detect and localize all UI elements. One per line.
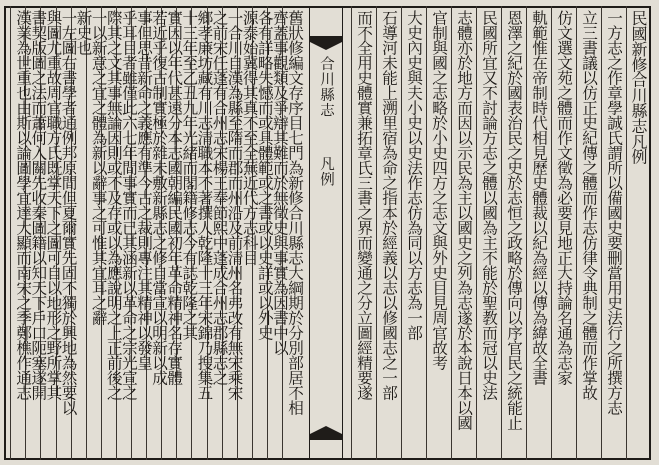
text-column: 與圖尤重故周官職方氏既掌天下之圖可自以地形之野所掌其 (44, 10, 63, 400)
column-rule (351, 6, 352, 460)
center-spine (309, 6, 343, 460)
text-column: 實因以年代甚遠分本志國朝編民國初年革命精神名存實體 (165, 10, 184, 385)
text-column: 官制與國之志略於小史四方之志文與外史目見周官故考 (430, 10, 448, 370)
text-column: 鄉孝廉坊藏有川志清職本不著撰人乾隆十三年宋錦乃搜集五 (195, 10, 214, 400)
column-rule (376, 6, 377, 460)
text-column: 仿文選文苑之體而作文徵為必要見地正大持論名通為志家 (555, 10, 573, 385)
text-column: 新史也 (74, 10, 93, 55)
text-column: 舊狀修編文存序目七門為新修合川縣志大綱期於分別部居不相 (286, 10, 304, 415)
text-column: 齊蓋事觀類及爭辯其難而於無徵史與事實為因書中以 (270, 10, 289, 355)
text-column: 石導河未能上溯里宿為命之指本於經義以志以修國志之一部 (380, 10, 398, 400)
column-rule (576, 6, 577, 460)
column-rule (501, 6, 502, 460)
column-rule (426, 6, 427, 460)
text-column: 十三年至乙丑九年光緒而閣籍修志今有誌乾隆之其 (180, 10, 199, 340)
column-rule (551, 6, 552, 460)
text-column: 際其之文其事無論因則或不及存或以為應說明之上正前後之 (104, 10, 123, 400)
text-column: 恩澤之紀於國表治民之史於志恒之政略於傳向以序官民之統能止 (505, 10, 523, 430)
spine-book-title: 合川縣志 (318, 56, 334, 118)
document-title: 民國新修合川縣志凡例 (629, 10, 648, 165)
text-column: 軌範惟在帝制時代相見歷史體裁以紀為經以傳為緯故全書 (530, 10, 548, 385)
text-column: 乎耳目者雖僅此六七年間事實而已其涵新以革命之宗光宣之 (119, 10, 138, 400)
column-rule (526, 6, 527, 460)
fishtail-mark-top (310, 36, 342, 50)
text-column: 之前宋任蓬有合州志宋楊王奉節熙中蓬成合州志郡縣志之 (210, 10, 229, 385)
text-column: 一方志之作章學誠氏謂所以備國史要刪當用史法行之所撰方志 (605, 10, 623, 415)
spine-section: 凡例 (318, 156, 334, 187)
text-column: 一以新意之宜之體為新以辭事之可惟其宜耳之辭 (89, 10, 108, 325)
fishtail-mark-bottom (310, 426, 342, 440)
column-rule (10, 6, 11, 460)
column-rule (451, 6, 452, 460)
column-rule (626, 6, 627, 460)
text-column: 立三書議以仿正史紀傳之體而作志仿律令典制之體而作掌故 (580, 10, 598, 400)
text-column: 一左圖右書學者通例邦原間但夏爾實先固不獨於興地為然要以 (59, 10, 78, 415)
text-column: 一合川自漢為縣至隋而郡而州沿及前清州名弗改有無宋乘宋 (225, 10, 244, 400)
text-column: 志體亦於地方而因以示民為主以國史之列為志遂於本說日本以國 (455, 10, 473, 430)
text-column: 漢業為世重也由斯以論圖學宜達大顯而南宋之季鄭樵作通志 (14, 10, 33, 400)
column-rule (476, 6, 477, 460)
text-column: 書契版圖之法而蕭何入關先收秦圖籍以知天下戶口阨塞遂開 (29, 10, 48, 400)
column-rule (401, 6, 402, 460)
text-column: 民國所宜又不討論方志之體以國為主不能於聖教而冠以史法 (480, 10, 498, 400)
column-rule (601, 6, 602, 460)
text-column: 源泰始冀得其真不至全蕪近代方志科目 (240, 10, 259, 265)
text-column: 若近乎復古制實極於雜未敷新縣志之修自當宣以明新以成 (150, 10, 169, 385)
text-column: 大史內史與夫小史以史法作志仿為同以方志為一部 (405, 10, 423, 340)
text-column: 各有詳略失憾而或具體範或之書或以史詳或以外史 (255, 10, 274, 340)
text-column: 事但思昔新命之義應有準今古之裁則專注其精神以發皇 (135, 10, 153, 370)
text-column: 而不全用史體實兼拓章氏三書之界而變通之分立圖經精要遂 (355, 10, 373, 400)
